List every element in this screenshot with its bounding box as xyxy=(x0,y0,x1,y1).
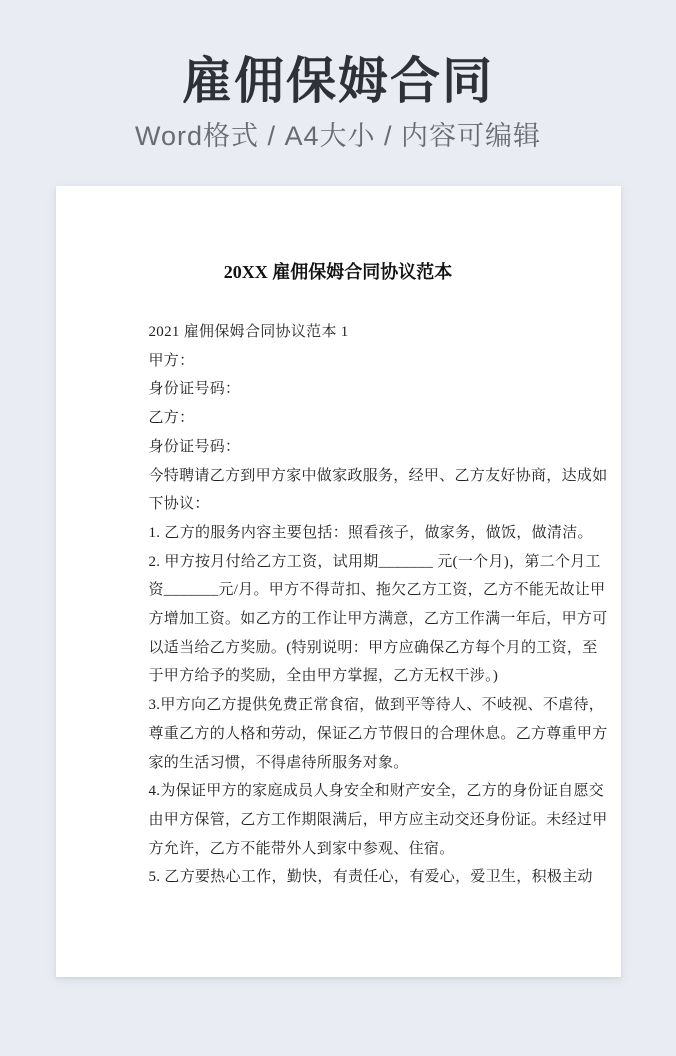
doc-line: 以适当给乙方奖励。(特别说明：甲方应确保乙方每个月的工资，至 xyxy=(148,639,598,656)
doc-line: 1. 乙方的服务内容主要包括：照看孩子，做家务，做饭，做清洁。 xyxy=(148,524,593,541)
doc-line: 今特聘请乙方到甲方家中做家政服务，经甲、乙方友好协商，达成如 xyxy=(148,467,608,484)
doc-line: 2021 雇佣保姆合同协议范本 1 xyxy=(148,324,349,340)
paragraph xyxy=(149,433,581,462)
document-title: 20XX 雇佣保姆合同协议范本 xyxy=(223,262,453,282)
banner-title: 雇佣保姆合同 xyxy=(182,53,494,109)
doc-line: 乙方： xyxy=(148,410,195,427)
doc-line: 下协议： xyxy=(148,496,210,513)
doc-line: 方增加工资。如乙方的工作让甲方满意，乙方工作满一年后，甲方可 xyxy=(148,611,608,628)
paragraph xyxy=(149,347,581,376)
doc-line: 尊重乙方的人格和劳动，保证乙方节假日的合理休息。乙方尊重甲方 xyxy=(148,725,608,742)
paragraph xyxy=(149,318,581,347)
doc-line: 家的生活习惯，不得虐待所服务对象。 xyxy=(148,754,409,771)
doc-line: 甲方： xyxy=(148,352,195,369)
doc-line: 2. 甲方按月付给乙方工资，试用期_______ 元(一个月)，第二个月工 xyxy=(148,553,601,570)
paragraph xyxy=(149,375,581,404)
banner xyxy=(0,0,676,152)
document-page xyxy=(56,186,621,977)
paragraph xyxy=(148,462,608,519)
paragraph xyxy=(148,691,608,777)
document-body xyxy=(56,318,621,892)
doc-line: 于甲方给予的奖励，全由甲方掌握，乙方无权干涉。) xyxy=(148,668,499,685)
paragraph xyxy=(148,863,593,892)
doc-line: 身份证号码： xyxy=(148,438,241,455)
doc-line: 4.为保证甲方的家庭成员人身安全和财产安全，乙方的身份证自愿交 xyxy=(148,783,605,800)
doc-line: 3.甲方向乙方提供免费正常食宿，做到平等待人、不岐视、不虐待， xyxy=(148,697,605,714)
banner-subtitle: Word格式 / A4大小 / 内容可编辑 xyxy=(134,121,542,151)
doc-line: 方允许，乙方不能带外人到家中参观、住宿。 xyxy=(148,840,455,857)
doc-line: 由甲方保管，乙方工作期限满后，甲方应主动交还身份证。未经过甲 xyxy=(148,811,608,828)
paragraph xyxy=(149,404,581,433)
paragraph xyxy=(148,519,593,548)
paragraph xyxy=(148,548,608,692)
doc-line: 资_______元/月。甲方不得苛扣、拖欠乙方工资，乙方不能无故让甲 xyxy=(148,582,606,599)
doc-line: 5. 乙方要热心工作，勤快，有责任心，有爱心，爱卫生，积极主动 xyxy=(148,869,593,886)
doc-line: 身份证号码： xyxy=(148,381,241,398)
paragraph xyxy=(148,777,608,863)
